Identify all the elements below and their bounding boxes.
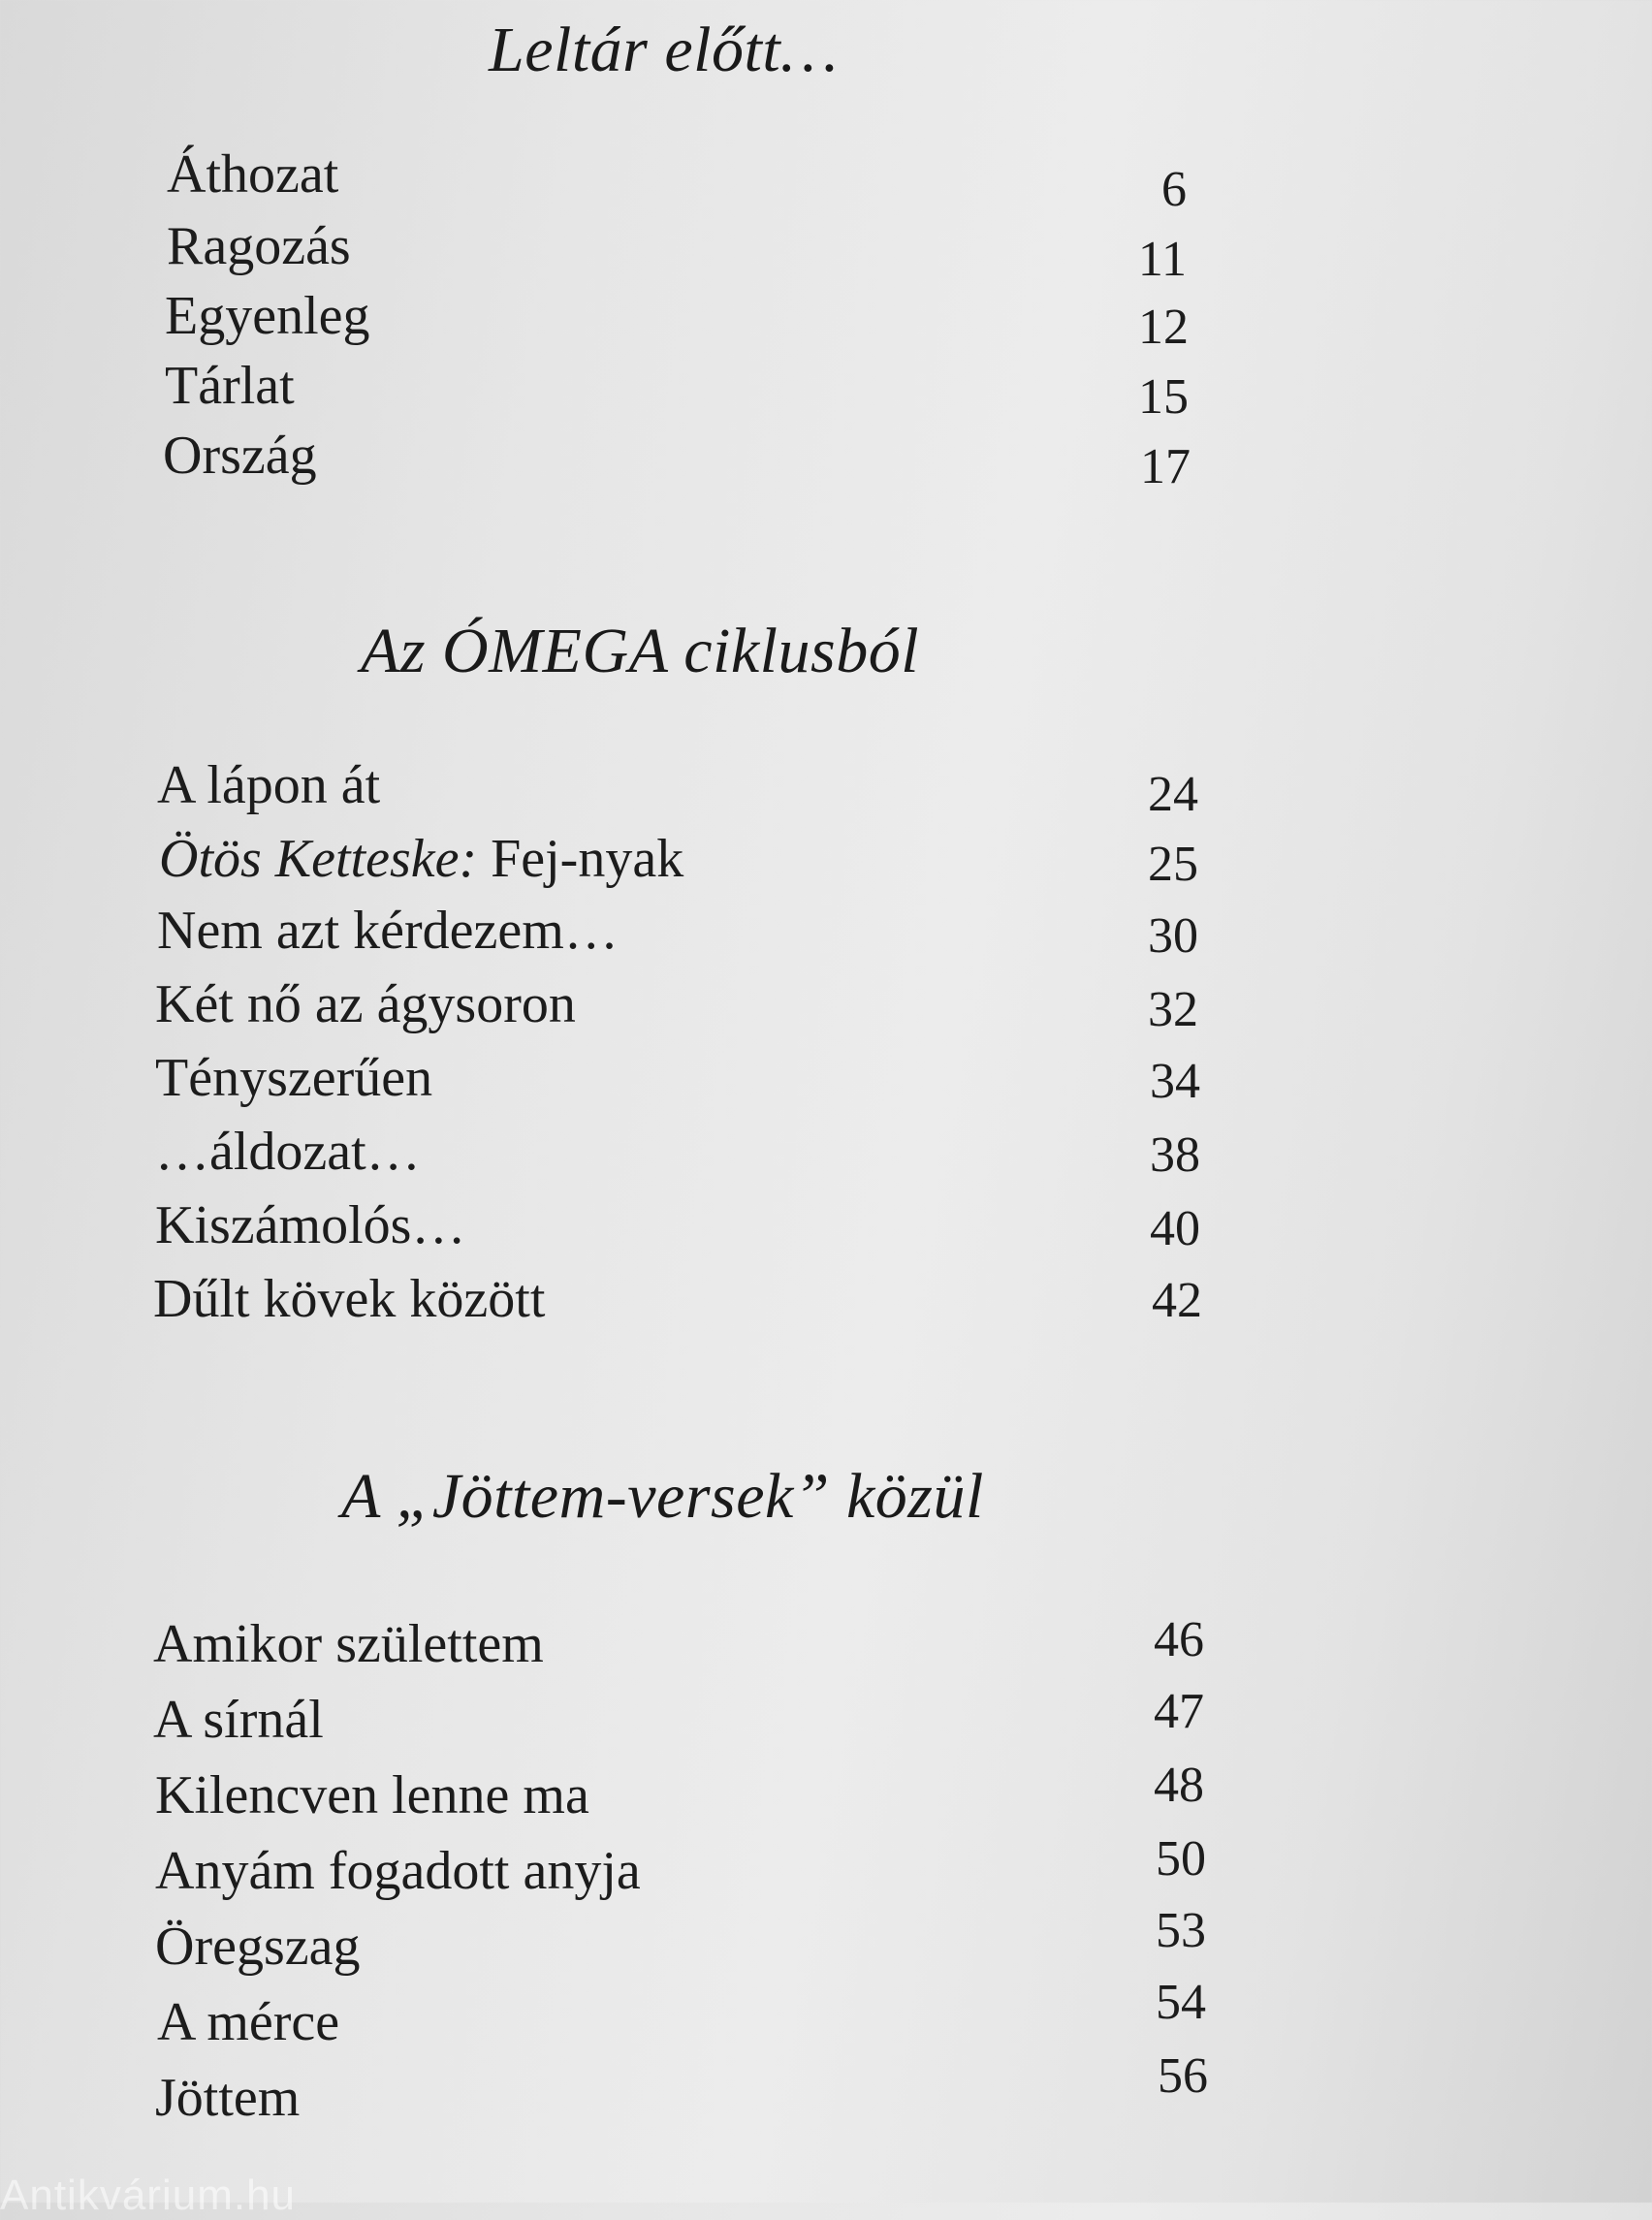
toc-entry bbox=[159, 828, 683, 890]
toc-entry: Egyenleg bbox=[165, 286, 370, 346]
toc-entry: Dűlt kövek között bbox=[153, 1269, 546, 1329]
toc-page-number: 50 bbox=[1156, 1831, 1206, 1887]
toc-entry: Ragozás bbox=[167, 216, 351, 276]
toc-page-number: 6 bbox=[1161, 162, 1187, 217]
section-heading-leltar: Leltár előtt… bbox=[489, 15, 839, 85]
toc-page-number: 32 bbox=[1148, 982, 1198, 1037]
toc-entry: A lápon át bbox=[157, 755, 381, 815]
toc-entry: Áthozat bbox=[167, 144, 339, 205]
toc-entry: Tárlat bbox=[165, 356, 295, 416]
toc-entry: Jöttem bbox=[155, 2068, 301, 2128]
section-heading-jottem: A „Jöttem-versek” közül bbox=[341, 1461, 984, 1532]
section-heading-omega: Az ÓMEGA ciklusból bbox=[361, 616, 920, 686]
toc-page-number: 12 bbox=[1138, 300, 1189, 355]
toc-entry: Tényszerűen bbox=[155, 1048, 433, 1108]
toc-entry: Kilencven lenne ma bbox=[155, 1765, 589, 1825]
toc-page-number: 47 bbox=[1154, 1684, 1204, 1739]
toc-entry: …áldozat… bbox=[155, 1122, 421, 1182]
toc-entry: Nem azt kérdezem… bbox=[157, 901, 619, 961]
toc-entry: Ország bbox=[163, 426, 317, 486]
toc-entry: Kiszámolós… bbox=[155, 1195, 466, 1255]
toc-page-number: 24 bbox=[1148, 767, 1198, 822]
toc-entry: Amikor születtem bbox=[153, 1614, 544, 1674]
toc-page-number: 46 bbox=[1154, 1612, 1204, 1667]
toc-entry: Anyám fogadott anyja bbox=[155, 1841, 641, 1901]
toc-page-number: 56 bbox=[1158, 2048, 1208, 2104]
toc-page-number: 15 bbox=[1138, 369, 1189, 425]
toc-page-number: 25 bbox=[1148, 837, 1198, 892]
toc-page-number: 48 bbox=[1154, 1758, 1204, 1813]
toc-page-number: 30 bbox=[1148, 908, 1198, 964]
toc-page-number: 54 bbox=[1156, 1975, 1206, 2030]
toc-page-number: 38 bbox=[1150, 1127, 1200, 1183]
toc-entry: A sírnál bbox=[153, 1690, 324, 1750]
watermark: Antikvárium.hu bbox=[0, 2172, 297, 2219]
toc-page-number: 11 bbox=[1137, 232, 1187, 287]
toc-page-number: 42 bbox=[1152, 1273, 1202, 1328]
toc-entry: A mérce bbox=[157, 1992, 340, 2052]
toc-page-number: 34 bbox=[1150, 1054, 1200, 1109]
toc-page-number: 17 bbox=[1140, 439, 1191, 494]
toc-page-number: 40 bbox=[1150, 1201, 1200, 1256]
toc-entry: Két nő az ágysoron bbox=[155, 974, 576, 1034]
toc-entry-italic-part: Ötös Ketteske: bbox=[159, 829, 478, 889]
toc-entry-title-part: Fej-nyak bbox=[477, 829, 684, 889]
toc-page-number: 53 bbox=[1156, 1903, 1206, 1958]
toc-entry: Öregszag bbox=[155, 1917, 361, 1977]
